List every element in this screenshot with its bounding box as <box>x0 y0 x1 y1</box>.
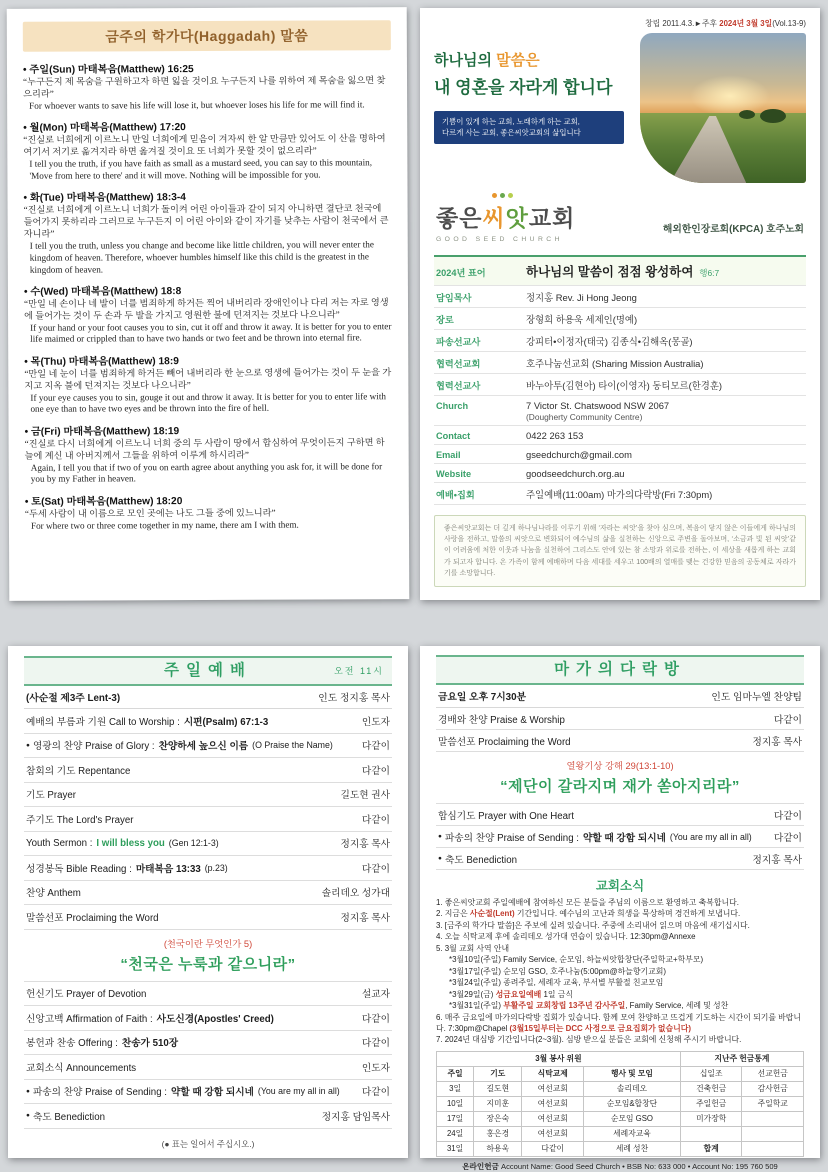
haggadah-verse-kr: “누구든지 제 목숨을 구원하고자 하면 잃을 것이요 누구든지 나를 위하여 제 목숨을 잃으면 찾으리라” <box>23 75 386 99</box>
news-item: 5. 3월 교회 사역 안내 <box>436 943 510 953</box>
order-detail: 찬송가 510장 <box>121 1038 179 1050</box>
order-person: 다같이 <box>773 810 802 822</box>
news-item: 7. 2024년 대심방 기간입니다(2~3월). 심방 받으실 분들은 교회에 신청해 주시기 바랍니다. <box>436 1035 742 1045</box>
order-detail-note: (You are my all in all) <box>669 831 752 842</box>
haggadah-entry <box>23 117 391 182</box>
haggadah-entry <box>25 491 393 532</box>
news-subitem: *3월24일(주일) 종려주일, 세례자 교육, 부서별 부활절 친교모임 <box>449 978 664 988</box>
logo-text-1: 좋은 <box>436 205 483 231</box>
order-person: 정지홍 목사 <box>752 736 802 748</box>
table-row: 24일 홍은경 여선교회 세례자교육 <box>437 1126 804 1141</box>
haggadah-day: • 토(Sat) 마태복음(Matthew) 18:20 <box>24 495 183 508</box>
table-row: 17일 장은숙 여선교회 순모임 GSO 미가장학 <box>437 1111 804 1126</box>
news-subitem: *3월31일(주일) 부활주일 교회창립 13주년 감사주일, Family Service, 세례 및 성찬 <box>449 1001 729 1011</box>
account-details: Account Name: Good Seed Church • BSB No: 633 000 • Account No: 195 760 509 <box>501 1161 778 1171</box>
volunteer-header: 3월 봉사 위원 <box>437 1051 681 1066</box>
headline-part1: 하나님의 <box>434 52 497 69</box>
order-person: 정지홍 목사 <box>340 912 390 924</box>
info-label: Contact <box>436 430 471 441</box>
order-label: 신앙고백 Affirmation of Faith : <box>26 1013 153 1025</box>
order-row <box>24 856 392 881</box>
logo-english-name: GOOD SEED CHURCH <box>436 236 563 243</box>
news-item: 6. 매주 금요일에 마가의다락방 집회가 있습니다. 함께 모여 찬양하고 뜨겁게 기도하는 시간이 되기를 바랍니다. 7:30pm@Chapel (3월15일부터는 DCC 사정으로 금요집회가 없습니다) <box>436 1012 802 1033</box>
haggadah-entry <box>23 187 391 276</box>
photo-tree <box>760 109 786 123</box>
info-row-address <box>434 396 806 426</box>
order-detail: 사도신경(Apostles' Creed) <box>156 1013 274 1025</box>
order-person: 인도자 <box>361 716 390 728</box>
order-row <box>436 708 804 730</box>
standing-marker: ● <box>26 1087 30 1095</box>
info-label: Church <box>436 400 469 411</box>
info-row-theme <box>434 257 806 286</box>
sermon-series: (천국이란 무엇인가 5) <box>163 938 253 949</box>
order-row <box>24 783 392 808</box>
table-row: 10일 지미훈 여선교회 순모임&합창단 주일헌금 주일학교 <box>437 1096 804 1111</box>
order-row <box>24 1055 392 1080</box>
contact-email: gseedchurch@gmail.com <box>526 448 632 460</box>
order-label: 영광의 찬양 Praise of Glory : <box>32 741 155 753</box>
info-value: 주일예배(11:00am) 마가의다락방(Fri 7:30pm) <box>526 488 713 500</box>
order-row <box>436 826 804 848</box>
friday-title-bar <box>436 655 804 685</box>
page-title: 마가의다락방 <box>554 661 686 678</box>
order-label: Youth Sermon : <box>26 837 93 849</box>
haggadah-verse-kr: “진실로 너희에게 이르노니 만일 너희에게 믿음이 겨자씨 한 알 만큼만 있어도 이 산을 명하여 여기서 저기로 옮겨지라 하면 옮겨질 것이요 또 너희가 못할 것이 없으리라” <box>23 133 386 157</box>
order-row <box>24 1104 392 1129</box>
order-row <box>436 848 804 870</box>
info-value: 정지홍 Rev. Ji Hong Jeong <box>526 291 637 303</box>
contact-phone: 0422 263 153 <box>526 429 584 441</box>
order-person: 다같이 <box>361 741 390 753</box>
order-row <box>24 881 392 906</box>
order-label: 파송의 찬양 Praise of Sending : <box>444 832 579 844</box>
issue-line <box>434 18 806 29</box>
haggadah-day: • 월(Mon) 마태복음(Matthew) 17:20 <box>23 122 186 134</box>
info-label: 담임목사 <box>436 292 472 303</box>
offering-header: 지난주 헌금통계 <box>680 1051 803 1066</box>
info-row <box>434 308 806 330</box>
haggadah-day: • 화(Tue) 마태복음(Matthew) 18:3-4 <box>23 192 186 204</box>
info-row <box>434 286 806 308</box>
info-value: 장형희 하용욱 세제인(명예) <box>526 313 638 325</box>
info-row <box>434 426 806 445</box>
info-label: 예배•집회 <box>436 489 475 500</box>
order-person: 길도현 권사 <box>340 790 390 802</box>
church-logo <box>436 200 575 243</box>
sunday-worship-page <box>8 646 408 1158</box>
friday-lead-row <box>436 685 804 708</box>
motto-line1: 기쁨이 있게 하는 교회, 노래하게 하는 교회, <box>442 117 580 126</box>
order-label: 참회의 기도 Repentance <box>26 765 131 777</box>
info-value: 강피터•이정자(태국) 김종식•김해옥(몽골) <box>526 335 693 347</box>
order-person: 솔리데오 성가대 <box>321 888 390 900</box>
church-news-list <box>436 897 804 1046</box>
headline-part2: 내 영혼을 자라게 합니다 <box>434 78 613 97</box>
denomination-label: 해외한인장로회(KPCA) 호주노회 <box>662 224 804 235</box>
news-subitem: *3월29일(금) 성금요일예배 1일 금식 <box>449 989 573 999</box>
logo-text-3: 앗 <box>505 205 529 231</box>
haggadah-day: • 주일(Sun) 마태복음(Matthew) 16:25 <box>22 64 194 76</box>
order-label: 말씀선포 Proclaiming the Word <box>438 736 571 748</box>
order-detail: 약할 때 강함 되시네 <box>170 1087 254 1099</box>
cover-headline <box>434 33 634 183</box>
service-offering-table <box>436 1051 804 1157</box>
order-detail-note: (You are my all in all) <box>257 1086 340 1097</box>
haggadah-verse-en: I tell you the truth, unless you change and become like little children, you will never enter the kingdom of heaven. Therefore, whoever humbles himself like this child is the greatest in the kingdom of heaven. <box>29 239 374 275</box>
order-row <box>24 982 392 1007</box>
order-row <box>24 758 392 783</box>
order-label: 성경봉독 Bible Reading : <box>26 863 132 875</box>
table-row: 3일 길도현 여선교회 솔리데오 건축헌금 감사헌금 <box>437 1081 804 1096</box>
order-label: 예배의 부름과 기원 Call to Worship : <box>26 716 180 728</box>
church-news-title: 교회소식 <box>595 879 645 893</box>
info-value: 호주나눔선교회 (Sharing Mission Australia) <box>526 357 704 369</box>
standing-marker: ● <box>26 741 30 749</box>
worship-leader: 인도 정지홍 목사 <box>318 693 390 704</box>
haggadah-verse-en: For whoever wants to save his life will lose it, but whoever loses his life for me will find it. <box>29 99 365 111</box>
order-person: 인도자 <box>361 1062 390 1074</box>
issue-date: 2024년 3월 3일 <box>719 19 773 28</box>
vision-statement: 좋은씨앗교회는 더 깊게 하나님나라를 이루기 위해 ‘자라는 씨앗’을 찾아 심으며, 복음이 닿지 않은 이들에게 하나님의 사랑을 전하고, 말씀의 씨앗으로 변화되어 예수님의 삶을 실천하는 신앙으로 주변을 돌아보며, ‘소금과 빛 된 씨앗’같이 어려움에 처한 이웃과 나눔을 실천하여 그리스도 안에 있는 참 소망과 위로를 전하는, 이 세상을 새롭게 하는 교회가 되고자 합니다. 온 가족이 함께 예배하며 다음 세대를 세우고 100배의 열매를 맺는 건강한 믿음의 공동체로 자라가기를 소망합니다. <box>434 515 806 587</box>
online-offering-account <box>436 1161 804 1172</box>
cover-banner <box>434 33 806 183</box>
theme-reference: 행6:7 <box>699 268 720 278</box>
order-detail: 시편(Psalm) 67:1-3 <box>183 716 269 728</box>
order-label: 찬양 Anthem <box>26 888 81 900</box>
news-subitem: *3월10일(주일) Family Service, 순모임, 하늘씨앗합창단(주일학교+학부모) <box>449 955 704 965</box>
order-label: 교회소식 Announcements <box>26 1062 137 1074</box>
sermon-title: “천국은 누룩과 같으니라” <box>120 955 296 973</box>
order-label: 파송의 찬양 Praise of Sending : <box>32 1087 167 1099</box>
logo-text-2: 씨 <box>482 205 506 231</box>
worship-lead-row <box>24 686 392 709</box>
founded-text: 창립 2011.4.3.►주후 <box>645 19 720 28</box>
order-detail: I will bless you <box>96 837 165 849</box>
church-motto <box>434 111 624 144</box>
order-row <box>24 905 392 930</box>
website-url: goodseedchurch.org.au <box>526 467 625 479</box>
yearly-theme: 하나님의 말씀이 점점 왕성하여 <box>526 265 694 279</box>
order-row <box>24 807 392 832</box>
issue-volume: (Vol.13-9) <box>772 19 806 28</box>
cover-page <box>420 8 820 600</box>
standing-marker: ● <box>438 855 442 862</box>
order-detail-note: (O Praise the Name) <box>252 740 333 751</box>
info-row <box>434 464 806 483</box>
info-label: 2024년 표어 <box>436 268 486 278</box>
logo-text-4: 교회 <box>528 205 576 231</box>
order-person: 다같이 <box>361 765 390 777</box>
order-row <box>24 1031 392 1056</box>
order-person: 다같이 <box>773 832 802 844</box>
sermon-block <box>436 752 804 804</box>
season-label: (사순절 제3주 Lent-3) <box>26 693 121 704</box>
order-label: 헌신기도 Prayer of Devotion <box>26 989 147 1001</box>
haggadah-verse-en: I tell you the truth, if you have faith as small as a mustard seed, you can say to this mountain, 'Move from here to there' and it will move. Nothing will be impossible for you. <box>29 157 373 181</box>
order-label: 봉헌과 찬송 Offering : <box>26 1038 118 1050</box>
info-label: 협력선교사 <box>436 380 481 391</box>
news-item: 1. 좋은씨앗교회 주일예배에 참여하신 모든 분들을 주님의 이름으로 환영하고 축복합니다. <box>436 898 739 907</box>
haggadah-verse-kr: “만일 네 눈이 너를 범죄하게 하거든 빼어 내버리라 한 눈으로 영생에 들어가는 것이 두 눈을 가지고 지옥 불에 던져지는 것보다 나으니라” <box>24 366 392 391</box>
order-person: 다같이 <box>361 1013 390 1025</box>
order-detail-note: (p.23) <box>204 862 228 873</box>
order-row <box>24 1080 392 1105</box>
news-item: 4. 오늘 식탁교제 후에 솔리데오 성가대 연습이 있습니다. 12:30pm@Annexe <box>436 932 696 942</box>
order-detail-note: (Gen 12:1-3) <box>168 838 219 849</box>
info-label: 파송선교사 <box>436 336 481 347</box>
haggadah-page <box>7 7 410 601</box>
haggadah-entry <box>24 281 392 346</box>
meeting-time: 금요일 오후 7시30분 <box>438 692 527 703</box>
church-info-table <box>434 255 806 505</box>
order-person: 정지홍 목사 <box>752 854 802 866</box>
sermon-title: “제단이 갈라지며 재가 쏟아지리라” <box>500 778 740 795</box>
haggadah-entry <box>24 351 392 416</box>
haggadah-verse-kr: “만일 네 손이나 네 발이 너를 범죄하게 하거든 찍어 내버리라 장애인이나 다리 저는 자로 영생에 들어가는 것이 두 손과 두 발을 가지고 영원한 불에 던져지는 것보다 나으니라” <box>23 296 389 321</box>
worship-time: 오전 11시 <box>334 666 384 676</box>
order-label: 기도 Prayer <box>26 790 76 802</box>
info-label: 협력선교회 <box>436 358 481 369</box>
info-row <box>434 483 806 505</box>
haggadah-verse-en: Again, I tell you that if two of you on earth agree about anything you ask for, it will be done for you by my Father in heaven. <box>30 460 383 485</box>
order-label: 축도 Benediction <box>32 1111 105 1123</box>
friday-meeting-page <box>420 646 820 1171</box>
order-detail: 약할 때 강함 되시네 <box>582 832 666 844</box>
haggadah-title: 금주의 학가다(Haggadah) 말씀 <box>23 20 391 52</box>
order-detail: 찬양하세 높으신 이름 <box>158 741 249 753</box>
haggadah-verse-kr: “진실로 너희에게 이르노니 너희가 돌이켜 어린 아이들과 같이 되지 아니하면 결단코 천국에 들어가지 못하리라 그러므로 누구든지 이 어린 아이와 같이 자기를 낮추는 사람이 천국에서 큰 자니라” <box>23 203 389 239</box>
table-row: 31일 하용욱 다같이 세례 성찬 합계 <box>437 1141 804 1156</box>
order-person: 다같이 <box>361 863 390 875</box>
meeting-leader: 인도 임마누엘 찬양팀 <box>711 692 802 703</box>
sermon-block <box>24 930 392 982</box>
photo-tree <box>739 110 755 119</box>
info-row <box>434 445 806 464</box>
church-address: 7 Victor St. Chatswood NSW 2067 <box>526 399 670 411</box>
order-row <box>24 832 392 857</box>
news-item: 3. [금주의 학가다 말씀]은 주보에 실려 있습니다. 주중에 소리내어 읽으며 마음에 새기십시다. <box>436 920 750 930</box>
page-title: 주일예배 <box>164 662 252 679</box>
order-detail: 마태복음 13:33 <box>135 863 201 875</box>
motto-line2: 다르게 사는 교회, 좋은씨앗교회의 삶입니다 <box>442 128 581 138</box>
worship-title-bar <box>24 656 392 686</box>
standing-marker: ● <box>26 1112 30 1120</box>
church-address-venue: (Dougherty Community Centre) <box>526 411 643 422</box>
order-label: 주기도 The Lord's Prayer <box>26 814 134 826</box>
haggadah-entry <box>25 421 393 486</box>
haggadah-day: • 수(Wed) 마태복음(Matthew) 18:8 <box>23 285 182 298</box>
order-row <box>436 730 804 752</box>
standing-footnote: (● 표는 일어서 주십시오.) <box>161 1138 255 1149</box>
haggadah-verse-en: For where two or three come together in my name, there am I with them. <box>30 519 299 531</box>
info-value: 바누아투(김현아) 타이(이영자) 동티모르(한경훈) <box>526 379 723 391</box>
table-column-header: 주일 기도 식탁교제 행사 및 모임 십일조 선교헌금 <box>437 1066 804 1081</box>
order-person: 다같이 <box>361 1038 390 1050</box>
order-person: 정지홍 담임목사 <box>321 1111 390 1123</box>
order-label: 경배와 찬양 Praise & Worship <box>438 714 565 726</box>
order-person: 다같이 <box>361 1087 390 1099</box>
haggadah-verse-en: If your hand or your foot causes you to sin, cut it off and throw it away. It is better for you to enter life maimed or crippled than to have two hands or two feet and be thrown into eternal fire. <box>30 320 392 345</box>
photo-sun-glow <box>690 75 770 117</box>
order-row <box>24 1006 392 1031</box>
info-label: 장로 <box>436 314 454 325</box>
info-label: Email <box>436 449 461 460</box>
cover-photo <box>640 33 806 183</box>
order-row <box>24 734 392 759</box>
news-item: 2. 지금은 사순절(Lent) 기간입니다. 예수님의 고난과 희생을 묵상하며 경건하게 보냅니다. <box>436 909 741 919</box>
order-label: 말씀선포 Proclaiming the Word <box>26 912 159 924</box>
order-person: 다같이 <box>361 814 390 826</box>
standing-marker: ● <box>438 833 442 840</box>
info-label: Website <box>436 468 472 479</box>
order-label: 합심기도 Prayer with One Heart <box>438 810 574 822</box>
haggadah-day: • 목(Thu) 마태복음(Matthew) 18:9 <box>24 355 179 368</box>
order-row <box>436 804 804 826</box>
seed-dots-icon <box>492 193 513 198</box>
order-row <box>24 709 392 734</box>
haggadah-verse-en: If your eye causes you to sin, gouge it out and throw it away. It is better for you to enter life with one eye than to have two eyes and be thrown into the fire of hell. <box>30 390 387 415</box>
headline-accent: 말씀은 <box>496 52 540 69</box>
sermon-series: 열왕기상 강해 29(13:1-10) <box>566 761 674 771</box>
info-row <box>434 352 806 374</box>
haggadah-day: • 금(Fri) 마태복음(Matthew) 18:19 <box>24 425 180 438</box>
haggadah-verse-kr: “두세 사람이 내 이름으로 모인 곳에는 나도 그들 중에 있느니라” <box>24 507 276 519</box>
info-row <box>434 374 806 396</box>
info-row <box>434 330 806 352</box>
haggadah-entry <box>23 59 391 112</box>
news-subitem: *3월17일(주일) 순모임 GSO, 호주나눔(5:00pm@하늘향기교회) <box>449 966 666 976</box>
table-merged-header <box>437 1051 804 1066</box>
haggadah-verse-kr: “진실로 다시 너희에게 이르노니 너희 중의 두 사람이 땅에서 합심하여 무엇이든지 구하면 하늘에 계신 내 아버지께서 그들을 위하여 이루게 하시리라” <box>24 436 385 461</box>
account-label: 온라인헌금 <box>462 1161 502 1171</box>
order-person: 다같이 <box>773 714 802 726</box>
order-label: 축도 Benediction <box>444 854 517 866</box>
order-person: 정지홍 목사 <box>340 839 390 851</box>
logo-row <box>434 200 806 243</box>
order-person: 설교자 <box>361 989 390 1001</box>
